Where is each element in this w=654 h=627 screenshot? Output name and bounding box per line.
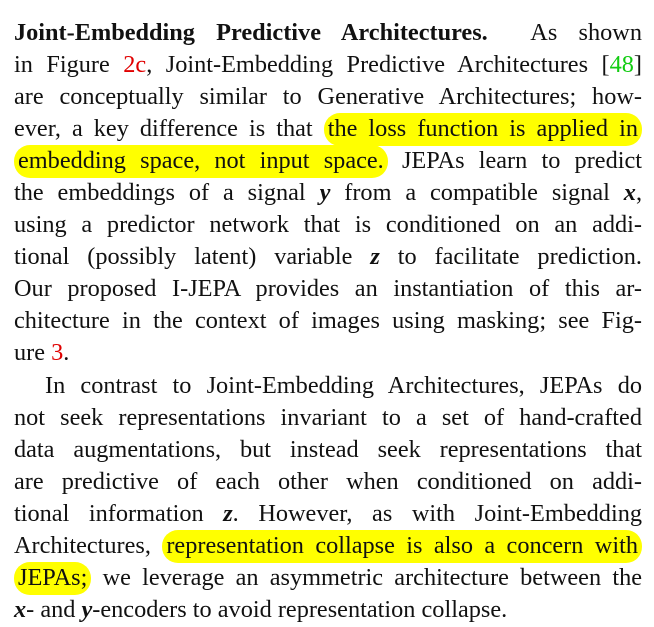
p2-line-6: Architectures, representation collapse is also a concern with	[14, 530, 642, 562]
math-variable-y: y	[319, 179, 331, 206]
p1-line-9: Our proposed I-JEPA provides an instantiation of this ar-	[14, 275, 642, 302]
math-variable-z: z	[223, 500, 233, 527]
section-heading: Joint-Embedding Predictive Architectures.	[14, 19, 488, 46]
p1-line-2: in Figure 2c, Joint-Embedding Predictive Architectures [48]	[14, 51, 642, 78]
p2-line-3: data augmentations, but instead seek representations that	[14, 436, 642, 463]
p2-line-5: tional information z. However, as with Joint-Embedding	[14, 500, 642, 527]
p1-line-5: embedding space, not input space. JEPAs learn to predict	[14, 145, 642, 177]
p1-line-7: using a predictor network that is conditioned on an addi-	[14, 211, 642, 238]
highlight-annotation[interactable]: the loss function is applied in	[324, 113, 642, 146]
p2-line-2: not seek representations invariant to a set of hand-crafted	[14, 404, 642, 431]
highlight-annotation[interactable]: representation collapse is also a concern with	[162, 530, 642, 563]
p1-line-10: chitecture in the context of images using masking; see Fig-	[14, 307, 642, 334]
figure-link[interactable]: 2c	[123, 51, 147, 78]
highlight-annotation[interactable]: JEPAs;	[14, 562, 91, 595]
highlight-annotation[interactable]: embedding space, not input space.	[14, 145, 388, 178]
p1-line-8: tional (possibly latent) variable z to facilitate prediction.	[14, 243, 643, 270]
p1-line-6: the embeddings of a signal y from a compatible signal x,	[14, 179, 643, 206]
figure-link[interactable]: 3	[51, 339, 64, 366]
p2-line-4: are predictive of each other when conditioned on addi-	[14, 468, 642, 495]
p2-line-8: x- and y-encoders to avoid representation collapse.	[14, 596, 508, 623]
p1-line-4: ever, a key difference is that the loss function is applied in	[14, 113, 642, 145]
p2-line-7: JEPAs; we leverage an asymmetric architecture between the	[14, 562, 642, 594]
math-variable-y: y	[81, 596, 93, 623]
p1-line-3: are conceptually similar to Generative Architectures; how-	[14, 83, 642, 110]
p1-line-1: Joint-Embedding Predictive Architectures. As shown	[14, 19, 643, 46]
p2-line-1: In contrast to Joint-Embedding Architectures, JEPAs do	[45, 372, 642, 399]
citation-link[interactable]: 48	[609, 51, 634, 78]
math-variable-x: x	[14, 596, 27, 623]
math-variable-z: z	[370, 243, 380, 270]
p1-line-11: ure 3.	[14, 339, 70, 366]
math-variable-x: x	[623, 179, 636, 206]
